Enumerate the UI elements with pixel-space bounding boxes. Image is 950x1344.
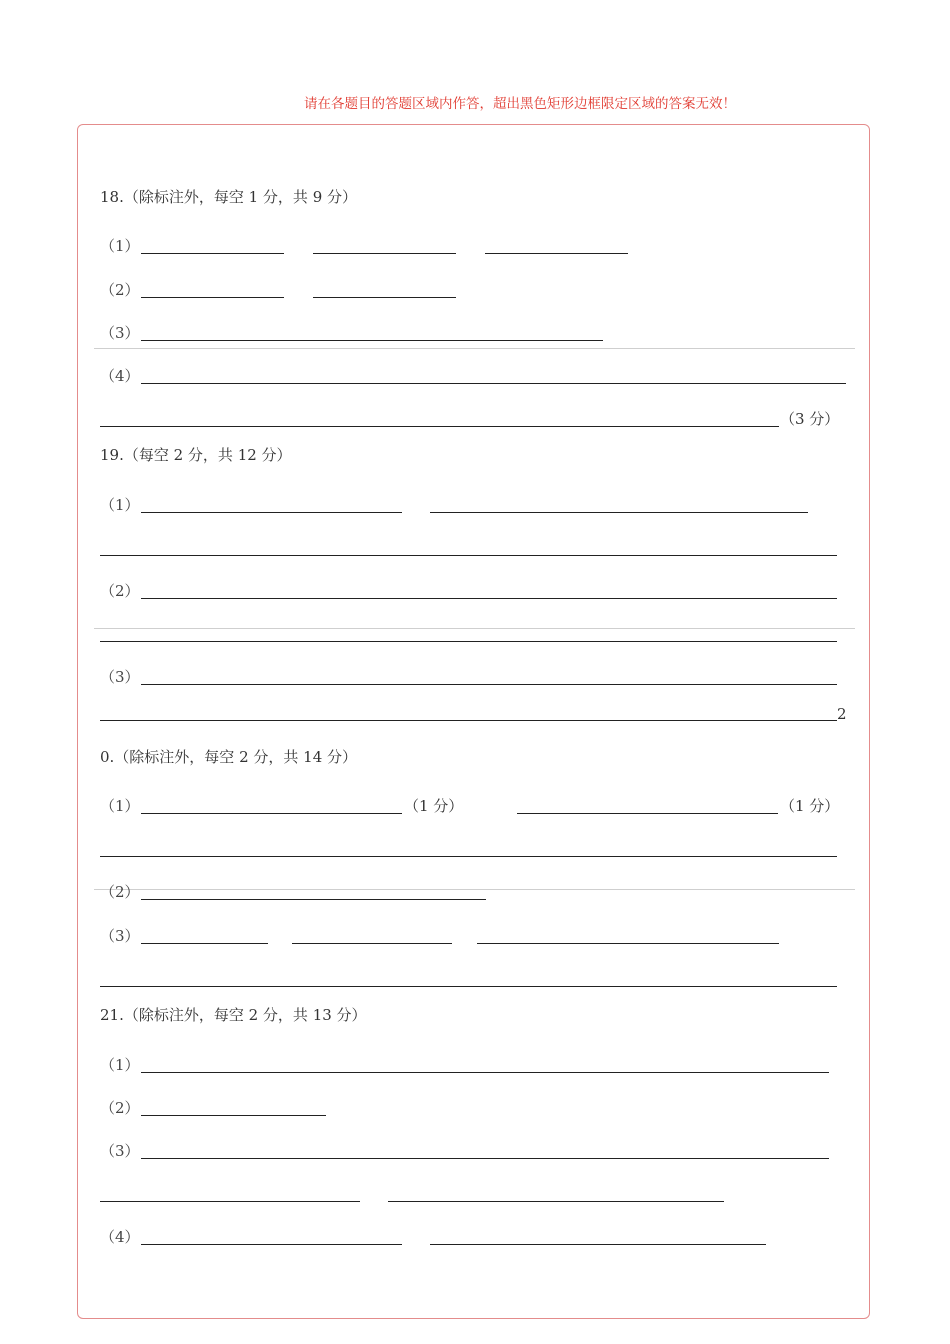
q21-blank-4b[interactable] bbox=[430, 1244, 766, 1245]
q20-blank-1a[interactable] bbox=[141, 813, 402, 814]
q19-blank-1c[interactable] bbox=[100, 555, 837, 556]
q20-blank-3a[interactable] bbox=[141, 943, 268, 944]
q20-title: 0.（除标注外，每空 2 分，共 14 分） bbox=[100, 748, 358, 766]
q18-blank-4a[interactable] bbox=[141, 383, 846, 384]
q18-blank-1b[interactable] bbox=[313, 253, 456, 254]
q21-blank-3a[interactable] bbox=[141, 1158, 829, 1159]
q18-blank-1c[interactable] bbox=[485, 253, 628, 254]
q19-blank-1a[interactable] bbox=[141, 512, 402, 513]
q21-title: 21.（除标注外，每空 2 分，共 13 分） bbox=[100, 1006, 367, 1024]
q18-blank-2a[interactable] bbox=[141, 297, 284, 298]
q21-blank-3c[interactable] bbox=[388, 1201, 724, 1202]
q20-score-note-b: （1 分） bbox=[780, 797, 840, 815]
q19-blank-3b[interactable] bbox=[100, 720, 837, 721]
q20-blank-3b[interactable] bbox=[292, 943, 452, 944]
q19-blank-1b[interactable] bbox=[430, 512, 808, 513]
q21-blank-3b[interactable] bbox=[100, 1201, 360, 1202]
q19-trailing-digit: 2 bbox=[837, 705, 847, 723]
q19-title: 19.（每空 2 分，共 12 分） bbox=[100, 446, 292, 464]
q19-label-2: （2） bbox=[100, 582, 140, 600]
q21-blank-4a[interactable] bbox=[141, 1244, 402, 1245]
q20-label-1: （1） bbox=[100, 797, 140, 815]
q18-label-2: （2） bbox=[100, 281, 140, 299]
q18-label-1: （1） bbox=[100, 237, 140, 255]
q20-blank-1c[interactable] bbox=[100, 856, 837, 857]
answer-frame bbox=[77, 124, 870, 1319]
answer-notice: 请在各题目的答题区域内作答，超出黑色矩形边框限定区域的答案无效！ bbox=[304, 96, 736, 112]
q21-blank-2[interactable] bbox=[141, 1115, 326, 1116]
q18-title: 18.（除标注外，每空 1 分，共 9 分） bbox=[100, 188, 358, 206]
q21-label-3: （3） bbox=[100, 1142, 140, 1160]
q20-score-note-a: （1 分） bbox=[404, 797, 464, 815]
page-separator bbox=[94, 628, 855, 629]
q18-blank-1a[interactable] bbox=[141, 253, 284, 254]
q20-blank-3d[interactable] bbox=[100, 986, 837, 987]
q21-label-4: （4） bbox=[100, 1228, 140, 1246]
page-separator bbox=[94, 348, 855, 349]
q21-label-1: （1） bbox=[100, 1056, 140, 1074]
q19-blank-2b[interactable] bbox=[100, 641, 837, 642]
q18-blank-3[interactable] bbox=[141, 340, 603, 341]
page-separator bbox=[94, 889, 855, 890]
q18-blank-4b[interactable] bbox=[100, 426, 779, 427]
q20-blank-3c[interactable] bbox=[477, 943, 779, 944]
q20-label-3: （3） bbox=[100, 927, 140, 945]
q21-label-2: （2） bbox=[100, 1099, 140, 1117]
q19-label-3: （3） bbox=[100, 668, 140, 686]
q19-blank-2a[interactable] bbox=[141, 598, 837, 599]
q20-label-2: （2） bbox=[100, 883, 140, 901]
q21-blank-1[interactable] bbox=[141, 1072, 829, 1073]
q18-blank-2b[interactable] bbox=[313, 297, 456, 298]
q20-blank-1b[interactable] bbox=[517, 813, 778, 814]
q19-label-1: （1） bbox=[100, 496, 140, 514]
q19-blank-3a[interactable] bbox=[141, 684, 837, 685]
q18-label-4: （4） bbox=[100, 367, 140, 385]
q18-label-3: （3） bbox=[100, 324, 140, 342]
q18-score-note: （3 分） bbox=[780, 410, 840, 428]
q20-blank-2[interactable] bbox=[141, 899, 486, 900]
